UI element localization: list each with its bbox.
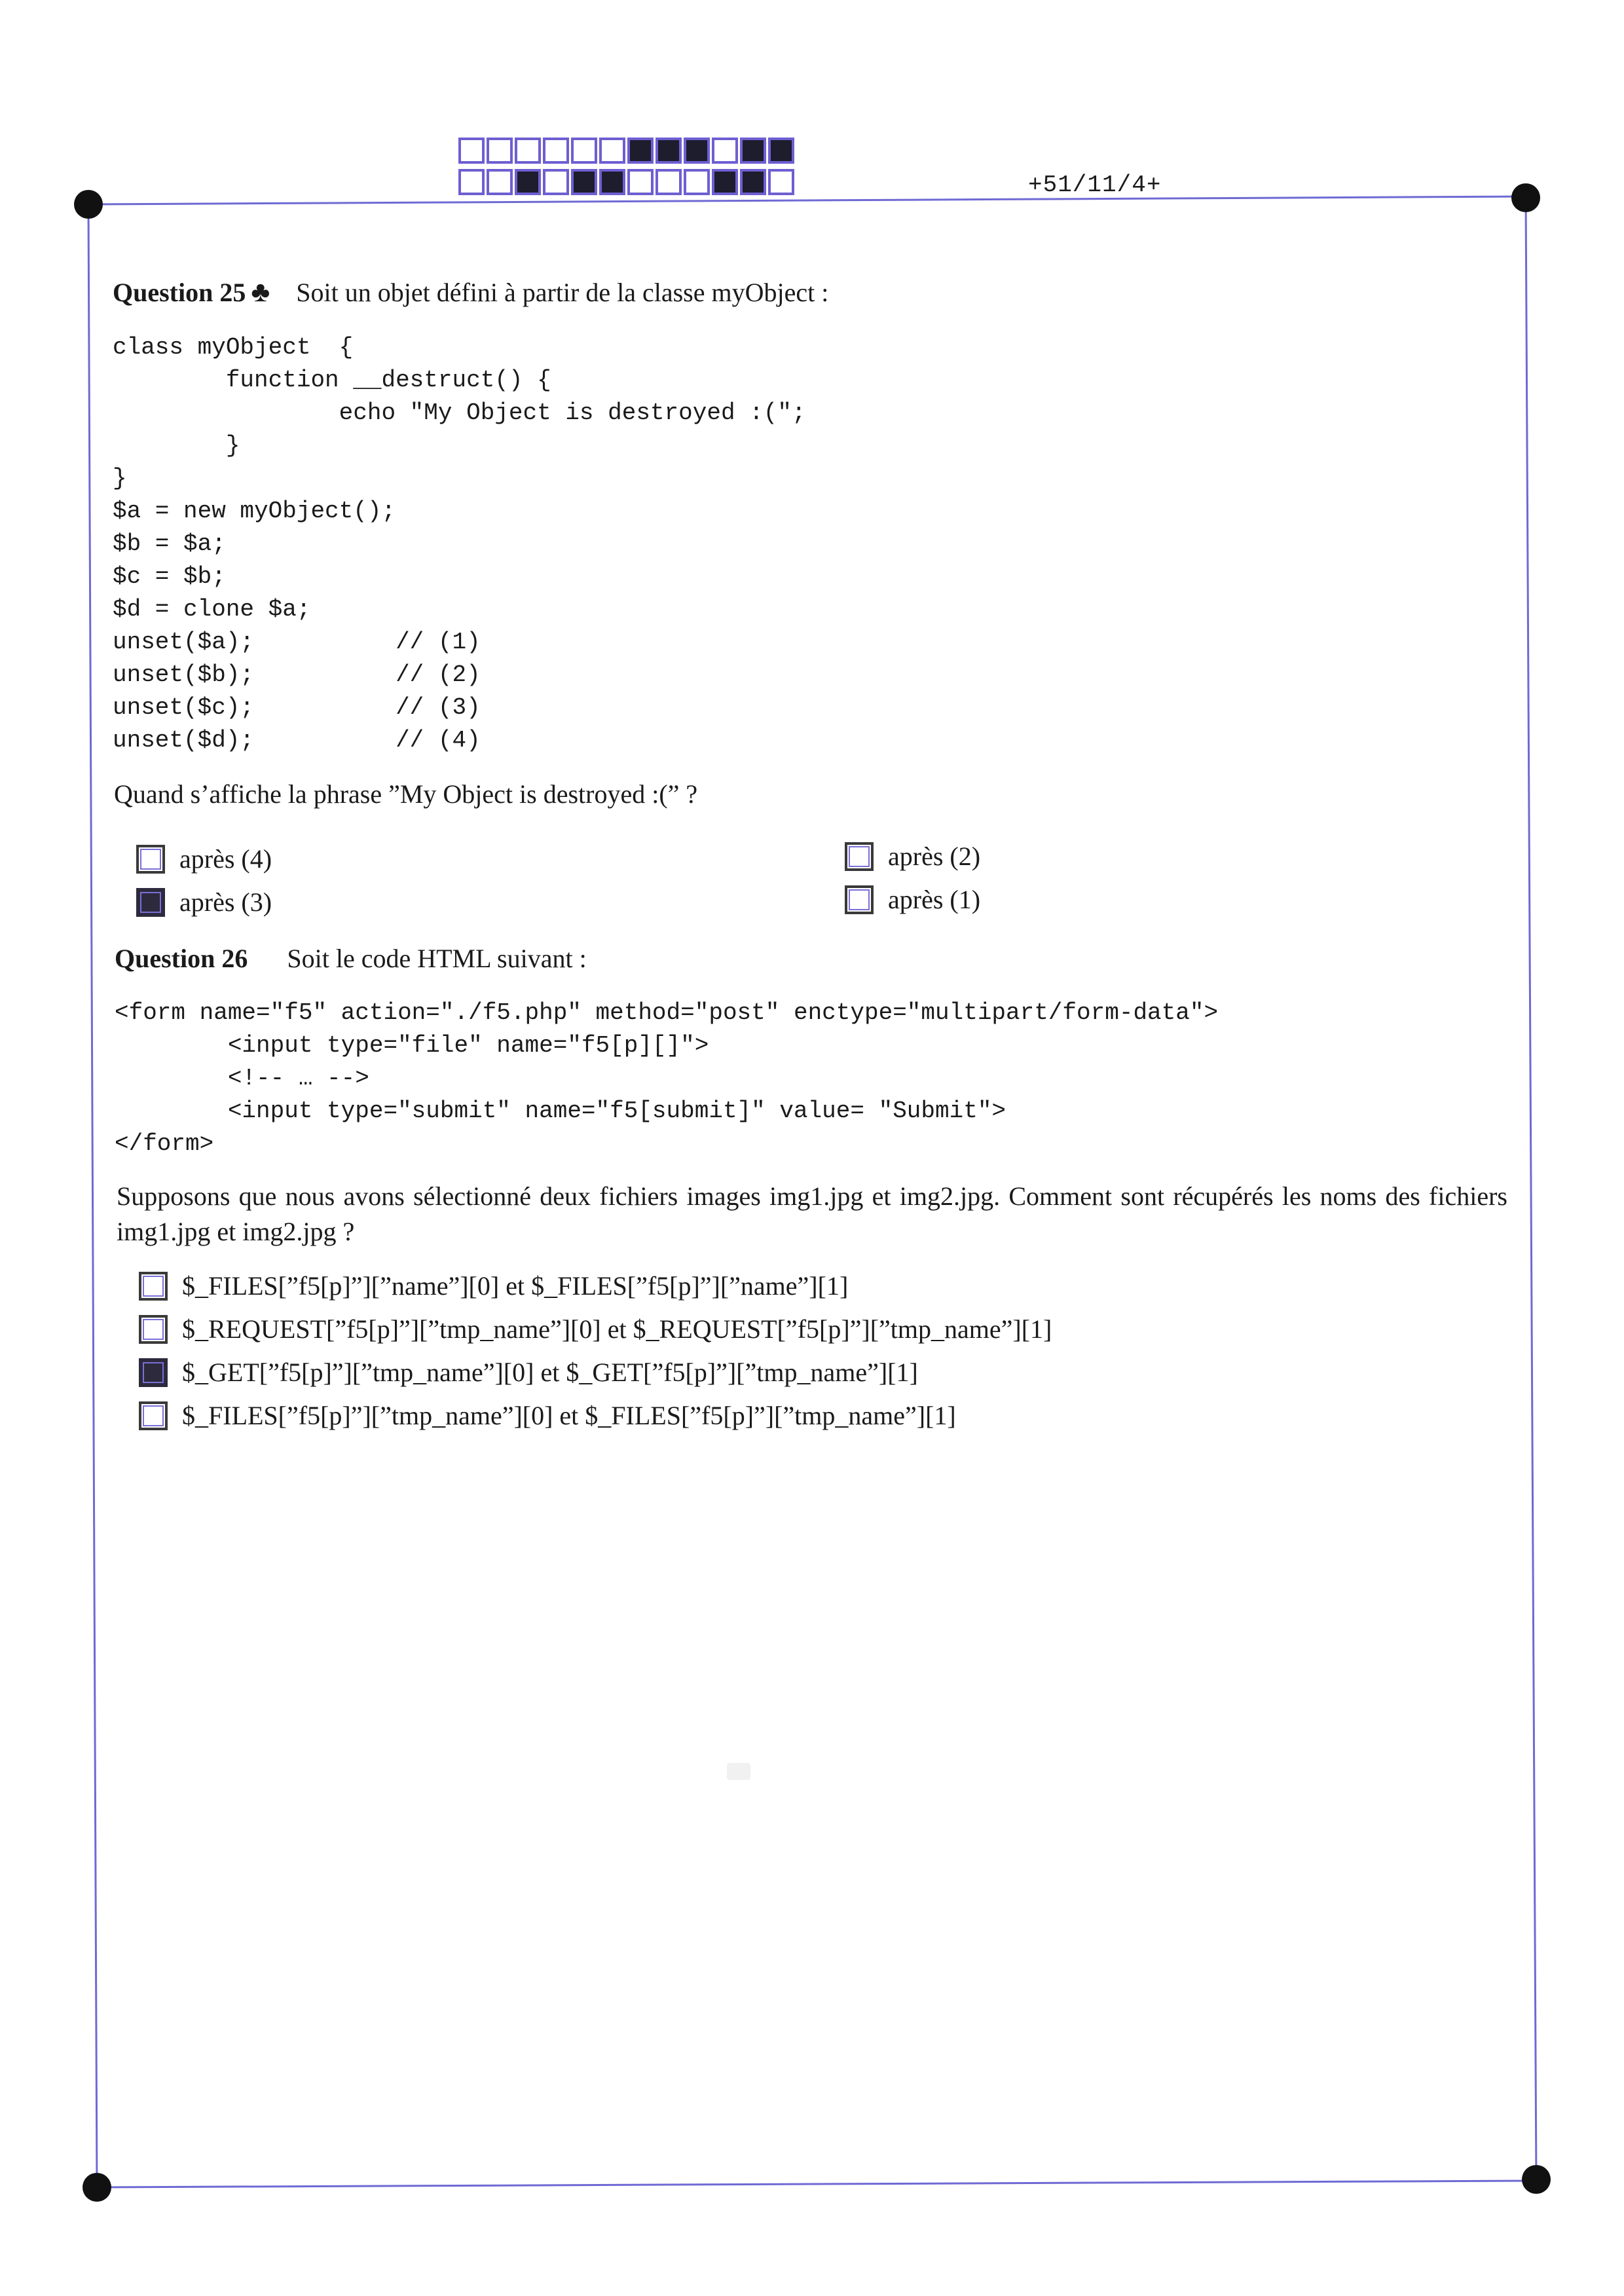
- checkbox[interactable]: [136, 888, 165, 917]
- question-25-text: Quand s’affiche la phrase ”My Object is destroyed :(” ?: [114, 779, 698, 809]
- code-cell: [515, 169, 541, 195]
- binary-code-row-1: [458, 138, 796, 164]
- option-label: après (1): [888, 885, 981, 914]
- club-suit-icon: ♣: [251, 276, 270, 308]
- code-cell: [487, 169, 513, 195]
- option-label: $_REQUEST[”f5[p]”][”tmp_name”][0] et $_REQUEST[”f5[p]”][”tmp_name”][1]: [182, 1314, 1052, 1344]
- code-cell: [768, 169, 794, 195]
- checkbox[interactable]: [139, 1315, 168, 1344]
- option-label: après (3): [179, 887, 272, 917]
- page-identifier: +51/11/4+: [1028, 172, 1162, 198]
- code-cell: [712, 138, 738, 164]
- question-25-code: class myObject { function __destruct() { echo "My Object is destroyed :("; } } $a = new myObject(); $b = $a; $c = $b; $d = clone $a; unset($a); // (1) unset($b); // (2) unset($c); // (3) unset($d); // (4): [113, 334, 806, 754]
- code-cell: [740, 138, 766, 164]
- registration-mark-bottom-right: [1522, 2165, 1551, 2194]
- code-cell: [712, 169, 738, 195]
- question-25-prompt: Soit un objet défini à partir de la classe myObject :: [296, 278, 829, 307]
- q25-option[interactable]: [845, 884, 980, 915]
- q25-option[interactable]: [136, 887, 272, 917]
- code-cell: [599, 169, 625, 195]
- code-cell: [571, 169, 597, 195]
- code-cell: [684, 169, 710, 195]
- code-cell: [543, 138, 569, 164]
- option-label: $_GET[”f5[p]”][”tmp_name”][0] et $_GET[”f5[p]”][”tmp_name”][1]: [182, 1358, 918, 1387]
- code-cell: [543, 169, 569, 195]
- option-label: après (4): [179, 844, 272, 874]
- registration-mark-top-right: [1511, 183, 1540, 212]
- checkbox[interactable]: [136, 845, 165, 874]
- checkbox[interactable]: [139, 1401, 168, 1430]
- code-cell: [655, 169, 682, 195]
- option-label: $_FILES[”f5[p]”][”tmp_name”][0] et $_FILES[”f5[p]”][”tmp_name”][1]: [182, 1401, 956, 1430]
- registration-mark-bottom-left: [83, 2173, 111, 2202]
- checkbox[interactable]: [139, 1358, 168, 1387]
- checkbox[interactable]: [139, 1272, 168, 1301]
- q26-option[interactable]: [139, 1357, 918, 1388]
- code-cell: [515, 138, 541, 164]
- code-cell: [458, 138, 485, 164]
- code-cell: [684, 138, 710, 164]
- question-25-header: [113, 275, 828, 308]
- q25-option[interactable]: [845, 841, 980, 872]
- question-26-header: [115, 943, 587, 974]
- q26-option[interactable]: [139, 1314, 1052, 1344]
- q26-option[interactable]: [139, 1400, 956, 1431]
- code-cell: [571, 138, 597, 164]
- code-cell: [740, 169, 766, 195]
- code-cell: [768, 138, 794, 164]
- option-label: $_FILES[”f5[p]”][”name”][0] et $_FILES[”f5[p]”][”name”][1]: [182, 1271, 849, 1301]
- option-label: après (2): [888, 842, 981, 871]
- scan-smudge: [727, 1763, 750, 1780]
- q25-option[interactable]: [136, 843, 272, 874]
- binary-code-row-2: [458, 169, 796, 195]
- checkbox[interactable]: [845, 842, 874, 871]
- checkbox[interactable]: [845, 885, 874, 914]
- question-26-number: Question 26: [115, 944, 248, 973]
- question-26-code: <form name="f5" action="./f5.php" method="post" enctype="multipart/form-data"> <input type="file" name="f5[p][]"> <!-- … --> <input type="submit" name="f5[submit]" value= "Submit"> </form>: [115, 999, 1219, 1157]
- code-cell: [627, 169, 654, 195]
- code-cell: [655, 138, 682, 164]
- code-cell: [458, 169, 485, 195]
- registration-mark-top-left: [74, 190, 103, 219]
- q26-option[interactable]: [139, 1270, 848, 1301]
- code-cell: [627, 138, 654, 164]
- code-cell: [599, 138, 625, 164]
- question-26-text: Supposons que nous avons sélectionné deux fichiers images img1.jpg et img2.jpg. Comment sont récupérés les noms des fichiers img1.jpg et img2.jpg ?: [117, 1181, 1507, 1246]
- question-26-prompt: Soit le code HTML suivant :: [287, 944, 587, 973]
- question-25-number: Question 25: [113, 278, 246, 307]
- code-cell: [487, 138, 513, 164]
